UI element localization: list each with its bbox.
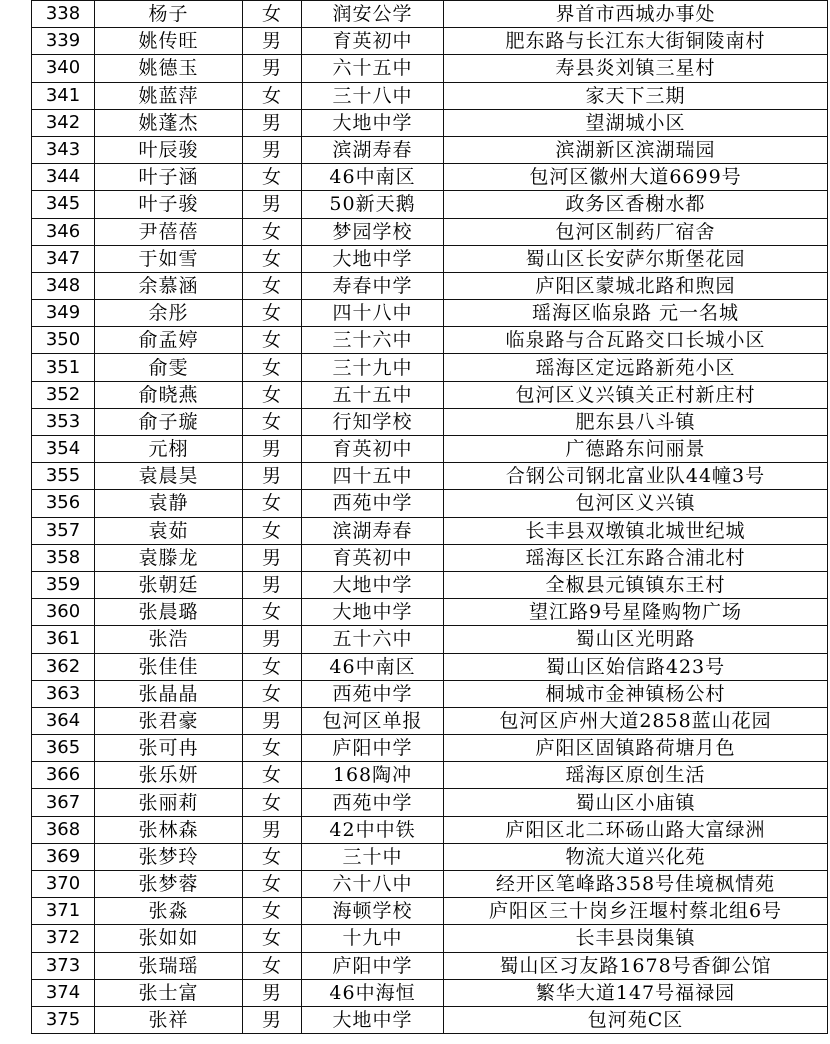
home-address-cell: 包河区制药厂宿舍 bbox=[444, 218, 828, 245]
table-row bbox=[32, 490, 828, 517]
gender-cell: 女 bbox=[243, 843, 302, 870]
gender-cell: 女 bbox=[243, 408, 302, 435]
student-name-cell: 张梦玲 bbox=[95, 843, 243, 870]
home-address-cell: 庐阳区固镇路荷塘月色 bbox=[444, 735, 828, 762]
gender-cell: 男 bbox=[243, 436, 302, 463]
gender-cell: 女 bbox=[243, 952, 302, 979]
student-name-cell: 姚蓝萍 bbox=[95, 82, 243, 109]
row-number-cell: 354 bbox=[32, 436, 95, 463]
table-row bbox=[32, 245, 828, 272]
table-row bbox=[32, 871, 828, 898]
row-number-cell: 342 bbox=[32, 109, 95, 136]
gender-cell: 女 bbox=[243, 871, 302, 898]
row-number-cell: 361 bbox=[32, 626, 95, 653]
student-name-cell: 张朝廷 bbox=[95, 571, 243, 598]
student-name-cell: 杨子 bbox=[95, 1, 243, 28]
gender-cell: 女 bbox=[243, 735, 302, 762]
row-number-cell: 352 bbox=[32, 381, 95, 408]
school-name-cell: 大地中学 bbox=[302, 571, 444, 598]
home-address-cell: 肥东县八斗镇 bbox=[444, 408, 828, 435]
student-roster-table bbox=[31, 0, 828, 1034]
home-address-cell: 瑶海区临泉路 元一名城 bbox=[444, 300, 828, 327]
row-number-cell: 356 bbox=[32, 490, 95, 517]
table-row bbox=[32, 544, 828, 571]
table-row bbox=[32, 762, 828, 789]
school-name-cell: 包河区单报 bbox=[302, 707, 444, 734]
student-name-cell: 张祥 bbox=[95, 1006, 243, 1033]
school-name-cell: 三十八中 bbox=[302, 82, 444, 109]
gender-cell: 女 bbox=[243, 599, 302, 626]
table-row bbox=[32, 626, 828, 653]
home-address-cell: 包河苑C区 bbox=[444, 1006, 828, 1033]
table-row bbox=[32, 1006, 828, 1033]
row-number-cell: 345 bbox=[32, 191, 95, 218]
table-row bbox=[32, 843, 828, 870]
student-name-cell: 张佳佳 bbox=[95, 653, 243, 680]
school-name-cell: 四十五中 bbox=[302, 463, 444, 490]
gender-cell: 男 bbox=[243, 979, 302, 1006]
gender-cell: 男 bbox=[243, 463, 302, 490]
gender-cell: 女 bbox=[243, 82, 302, 109]
student-name-cell: 叶子涵 bbox=[95, 164, 243, 191]
home-address-cell: 繁华大道147号福禄园 bbox=[444, 979, 828, 1006]
school-name-cell: 大地中学 bbox=[302, 1006, 444, 1033]
row-number-cell: 358 bbox=[32, 544, 95, 571]
row-number-cell: 360 bbox=[32, 599, 95, 626]
student-name-cell: 叶子骏 bbox=[95, 191, 243, 218]
table-row bbox=[32, 191, 828, 218]
home-address-cell: 桐城市金神镇杨公村 bbox=[444, 680, 828, 707]
school-name-cell: 育英初中 bbox=[302, 544, 444, 571]
row-number-cell: 359 bbox=[32, 571, 95, 598]
gender-cell: 女 bbox=[243, 490, 302, 517]
student-name-cell: 姚传旺 bbox=[95, 28, 243, 55]
gender-cell: 女 bbox=[243, 898, 302, 925]
student-name-cell: 俞晓燕 bbox=[95, 381, 243, 408]
row-number-cell: 350 bbox=[32, 327, 95, 354]
school-name-cell: 大地中学 bbox=[302, 245, 444, 272]
table-row bbox=[32, 408, 828, 435]
student-name-cell: 俞子璇 bbox=[95, 408, 243, 435]
student-name-cell: 俞雯 bbox=[95, 354, 243, 381]
school-name-cell: 滨湖寿春 bbox=[302, 517, 444, 544]
gender-cell: 女 bbox=[243, 762, 302, 789]
gender-cell: 女 bbox=[243, 680, 302, 707]
table-row bbox=[32, 109, 828, 136]
table-row bbox=[32, 164, 828, 191]
school-name-cell: 寿春中学 bbox=[302, 272, 444, 299]
gender-cell: 女 bbox=[243, 653, 302, 680]
table-row bbox=[32, 327, 828, 354]
row-number-cell: 371 bbox=[32, 898, 95, 925]
gender-cell: 男 bbox=[243, 1006, 302, 1033]
row-number-cell: 368 bbox=[32, 816, 95, 843]
table-row bbox=[32, 136, 828, 163]
gender-cell: 女 bbox=[243, 925, 302, 952]
home-address-cell: 蜀山区长安萨尔斯堡花园 bbox=[444, 245, 828, 272]
table-row bbox=[32, 300, 828, 327]
school-name-cell: 大地中学 bbox=[302, 109, 444, 136]
school-name-cell: 西苑中学 bbox=[302, 789, 444, 816]
student-name-cell: 张丽莉 bbox=[95, 789, 243, 816]
row-number-cell: 347 bbox=[32, 245, 95, 272]
student-name-cell: 张梦蓉 bbox=[95, 871, 243, 898]
table-row bbox=[32, 653, 828, 680]
school-name-cell: 润安公学 bbox=[302, 1, 444, 28]
gender-cell: 女 bbox=[243, 381, 302, 408]
student-name-cell: 张林森 bbox=[95, 816, 243, 843]
school-name-cell: 育英初中 bbox=[302, 436, 444, 463]
row-number-cell: 366 bbox=[32, 762, 95, 789]
school-name-cell: 46中南区 bbox=[302, 164, 444, 191]
school-name-cell: 十九中 bbox=[302, 925, 444, 952]
school-name-cell: 五十五中 bbox=[302, 381, 444, 408]
home-address-cell: 包河区义兴镇关正村新庄村 bbox=[444, 381, 828, 408]
school-name-cell: 五十六中 bbox=[302, 626, 444, 653]
student-name-cell: 张君豪 bbox=[95, 707, 243, 734]
row-number-cell: 353 bbox=[32, 408, 95, 435]
table-row bbox=[32, 571, 828, 598]
gender-cell: 男 bbox=[243, 626, 302, 653]
home-address-cell: 物流大道兴化苑 bbox=[444, 843, 828, 870]
row-number-cell: 364 bbox=[32, 707, 95, 734]
student-name-cell: 叶辰骏 bbox=[95, 136, 243, 163]
school-name-cell: 三十中 bbox=[302, 843, 444, 870]
student-name-cell: 尹蓓蓓 bbox=[95, 218, 243, 245]
gender-cell: 女 bbox=[243, 354, 302, 381]
school-name-cell: 50新天鹅 bbox=[302, 191, 444, 218]
school-name-cell: 育英初中 bbox=[302, 28, 444, 55]
student-name-cell: 姚蓬杰 bbox=[95, 109, 243, 136]
table-row bbox=[32, 898, 828, 925]
home-address-cell: 望湖城小区 bbox=[444, 109, 828, 136]
row-number-cell: 357 bbox=[32, 517, 95, 544]
home-address-cell: 肥东路与长江东大街铜陵南村 bbox=[444, 28, 828, 55]
row-number-cell: 351 bbox=[32, 354, 95, 381]
home-address-cell: 包河区徽州大道6699号 bbox=[444, 164, 828, 191]
student-name-cell: 张浩 bbox=[95, 626, 243, 653]
row-number-cell: 338 bbox=[32, 1, 95, 28]
home-address-cell: 包河区庐州大道2858蓝山花园 bbox=[444, 707, 828, 734]
row-number-cell: 367 bbox=[32, 789, 95, 816]
gender-cell: 女 bbox=[243, 164, 302, 191]
row-number-cell: 355 bbox=[32, 463, 95, 490]
student-name-cell: 张如如 bbox=[95, 925, 243, 952]
school-name-cell: 六十五中 bbox=[302, 55, 444, 82]
school-name-cell: 西苑中学 bbox=[302, 680, 444, 707]
student-name-cell: 袁茹 bbox=[95, 517, 243, 544]
table-row bbox=[32, 55, 828, 82]
table-row bbox=[32, 381, 828, 408]
gender-cell: 男 bbox=[243, 707, 302, 734]
gender-cell: 男 bbox=[243, 191, 302, 218]
school-name-cell: 46中海恒 bbox=[302, 979, 444, 1006]
school-name-cell: 42中中铁 bbox=[302, 816, 444, 843]
row-number-cell: 373 bbox=[32, 952, 95, 979]
gender-cell: 女 bbox=[243, 272, 302, 299]
student-name-cell: 姚德玉 bbox=[95, 55, 243, 82]
table-row bbox=[32, 436, 828, 463]
gender-cell: 男 bbox=[243, 28, 302, 55]
home-address-cell: 庐阳区三十岗乡汪堰村蔡北组6号 bbox=[444, 898, 828, 925]
gender-cell: 女 bbox=[243, 517, 302, 544]
home-address-cell: 瑶海区定远路新苑小区 bbox=[444, 354, 828, 381]
gender-cell: 女 bbox=[243, 300, 302, 327]
student-name-cell: 张瑞瑶 bbox=[95, 952, 243, 979]
student-name-cell: 张乐妍 bbox=[95, 762, 243, 789]
school-name-cell: 46中南区 bbox=[302, 653, 444, 680]
home-address-cell: 滨湖新区滨湖瑞园 bbox=[444, 136, 828, 163]
home-address-cell: 蜀山区小庙镇 bbox=[444, 789, 828, 816]
school-name-cell: 海顿学校 bbox=[302, 898, 444, 925]
school-name-cell: 西苑中学 bbox=[302, 490, 444, 517]
row-number-cell: 375 bbox=[32, 1006, 95, 1033]
row-number-cell: 346 bbox=[32, 218, 95, 245]
row-number-cell: 363 bbox=[32, 680, 95, 707]
school-name-cell: 梦园学校 bbox=[302, 218, 444, 245]
school-name-cell: 三十六中 bbox=[302, 327, 444, 354]
table-row bbox=[32, 82, 828, 109]
table-row bbox=[32, 789, 828, 816]
home-address-cell: 蜀山区习友路1678号香御公馆 bbox=[444, 952, 828, 979]
gender-cell: 男 bbox=[243, 571, 302, 598]
table-row bbox=[32, 463, 828, 490]
table-row bbox=[32, 952, 828, 979]
home-address-cell: 界首市西城办事处 bbox=[444, 1, 828, 28]
school-name-cell: 行知学校 bbox=[302, 408, 444, 435]
student-name-cell: 余慕涵 bbox=[95, 272, 243, 299]
table-row bbox=[32, 680, 828, 707]
school-name-cell: 168陶冲 bbox=[302, 762, 444, 789]
home-address-cell: 经开区笔峰路358号佳境枫情苑 bbox=[444, 871, 828, 898]
student-name-cell: 俞孟婷 bbox=[95, 327, 243, 354]
home-address-cell: 政务区香榭水都 bbox=[444, 191, 828, 218]
row-number-cell: 341 bbox=[32, 82, 95, 109]
table-row bbox=[32, 707, 828, 734]
school-name-cell: 庐阳中学 bbox=[302, 952, 444, 979]
gender-cell: 女 bbox=[243, 245, 302, 272]
gender-cell: 男 bbox=[243, 136, 302, 163]
home-address-cell: 望江路9号星隆购物广场 bbox=[444, 599, 828, 626]
home-address-cell: 寿县炎刘镇三星村 bbox=[444, 55, 828, 82]
row-number-cell: 369 bbox=[32, 843, 95, 870]
table-row bbox=[32, 925, 828, 952]
gender-cell: 女 bbox=[243, 789, 302, 816]
table-row bbox=[32, 517, 828, 544]
school-name-cell: 大地中学 bbox=[302, 599, 444, 626]
student-name-cell: 张士富 bbox=[95, 979, 243, 1006]
home-address-cell: 包河区义兴镇 bbox=[444, 490, 828, 517]
student-name-cell: 袁滕龙 bbox=[95, 544, 243, 571]
table-row bbox=[32, 28, 828, 55]
gender-cell: 男 bbox=[243, 109, 302, 136]
home-address-cell: 蜀山区光明路 bbox=[444, 626, 828, 653]
student-name-cell: 余彤 bbox=[95, 300, 243, 327]
gender-cell: 女 bbox=[243, 1, 302, 28]
student-name-cell: 袁晨昊 bbox=[95, 463, 243, 490]
row-number-cell: 348 bbox=[32, 272, 95, 299]
home-address-cell: 庐阳区蒙城北路和煦园 bbox=[444, 272, 828, 299]
table-row bbox=[32, 354, 828, 381]
row-number-cell: 349 bbox=[32, 300, 95, 327]
row-number-cell: 344 bbox=[32, 164, 95, 191]
row-number-cell: 370 bbox=[32, 871, 95, 898]
table-row bbox=[32, 816, 828, 843]
home-address-cell: 全椒县元镇镇东王村 bbox=[444, 571, 828, 598]
student-name-cell: 袁静 bbox=[95, 490, 243, 517]
student-name-cell: 张晨璐 bbox=[95, 599, 243, 626]
row-number-cell: 340 bbox=[32, 55, 95, 82]
row-number-cell: 374 bbox=[32, 979, 95, 1006]
row-number-cell: 339 bbox=[32, 28, 95, 55]
row-number-cell: 343 bbox=[32, 136, 95, 163]
table-row bbox=[32, 735, 828, 762]
gender-cell: 女 bbox=[243, 218, 302, 245]
home-address-cell: 合钢公司钢北富业队44幢3号 bbox=[444, 463, 828, 490]
home-address-cell: 庐阳区北二环砀山路大富绿洲 bbox=[444, 816, 828, 843]
table-row bbox=[32, 218, 828, 245]
home-address-cell: 蜀山区始信路423号 bbox=[444, 653, 828, 680]
school-name-cell: 四十八中 bbox=[302, 300, 444, 327]
school-name-cell: 滨湖寿春 bbox=[302, 136, 444, 163]
student-name-cell: 张晶晶 bbox=[95, 680, 243, 707]
student-name-cell: 张可冉 bbox=[95, 735, 243, 762]
school-name-cell: 庐阳中学 bbox=[302, 735, 444, 762]
home-address-cell: 家天下三期 bbox=[444, 82, 828, 109]
home-address-cell: 瑶海区原创生活 bbox=[444, 762, 828, 789]
home-address-cell: 长丰县双墩镇北城世纪城 bbox=[444, 517, 828, 544]
gender-cell: 男 bbox=[243, 816, 302, 843]
gender-cell: 男 bbox=[243, 55, 302, 82]
student-name-cell: 元栩 bbox=[95, 436, 243, 463]
row-number-cell: 365 bbox=[32, 735, 95, 762]
table-row bbox=[32, 979, 828, 1006]
student-name-cell: 张淼 bbox=[95, 898, 243, 925]
school-name-cell: 六十八中 bbox=[302, 871, 444, 898]
table-row bbox=[32, 272, 828, 299]
row-number-cell: 362 bbox=[32, 653, 95, 680]
gender-cell: 女 bbox=[243, 327, 302, 354]
school-name-cell: 三十九中 bbox=[302, 354, 444, 381]
table-row bbox=[32, 1, 828, 28]
home-address-cell: 瑶海区长江东路合浦北村 bbox=[444, 544, 828, 571]
student-name-cell: 于如雪 bbox=[95, 245, 243, 272]
table-row bbox=[32, 599, 828, 626]
home-address-cell: 临泉路与合瓦路交口长城小区 bbox=[444, 327, 828, 354]
home-address-cell: 广德路东问丽景 bbox=[444, 436, 828, 463]
roster-body bbox=[32, 1, 828, 1034]
home-address-cell: 长丰县岗集镇 bbox=[444, 925, 828, 952]
row-number-cell: 372 bbox=[32, 925, 95, 952]
gender-cell: 男 bbox=[243, 544, 302, 571]
